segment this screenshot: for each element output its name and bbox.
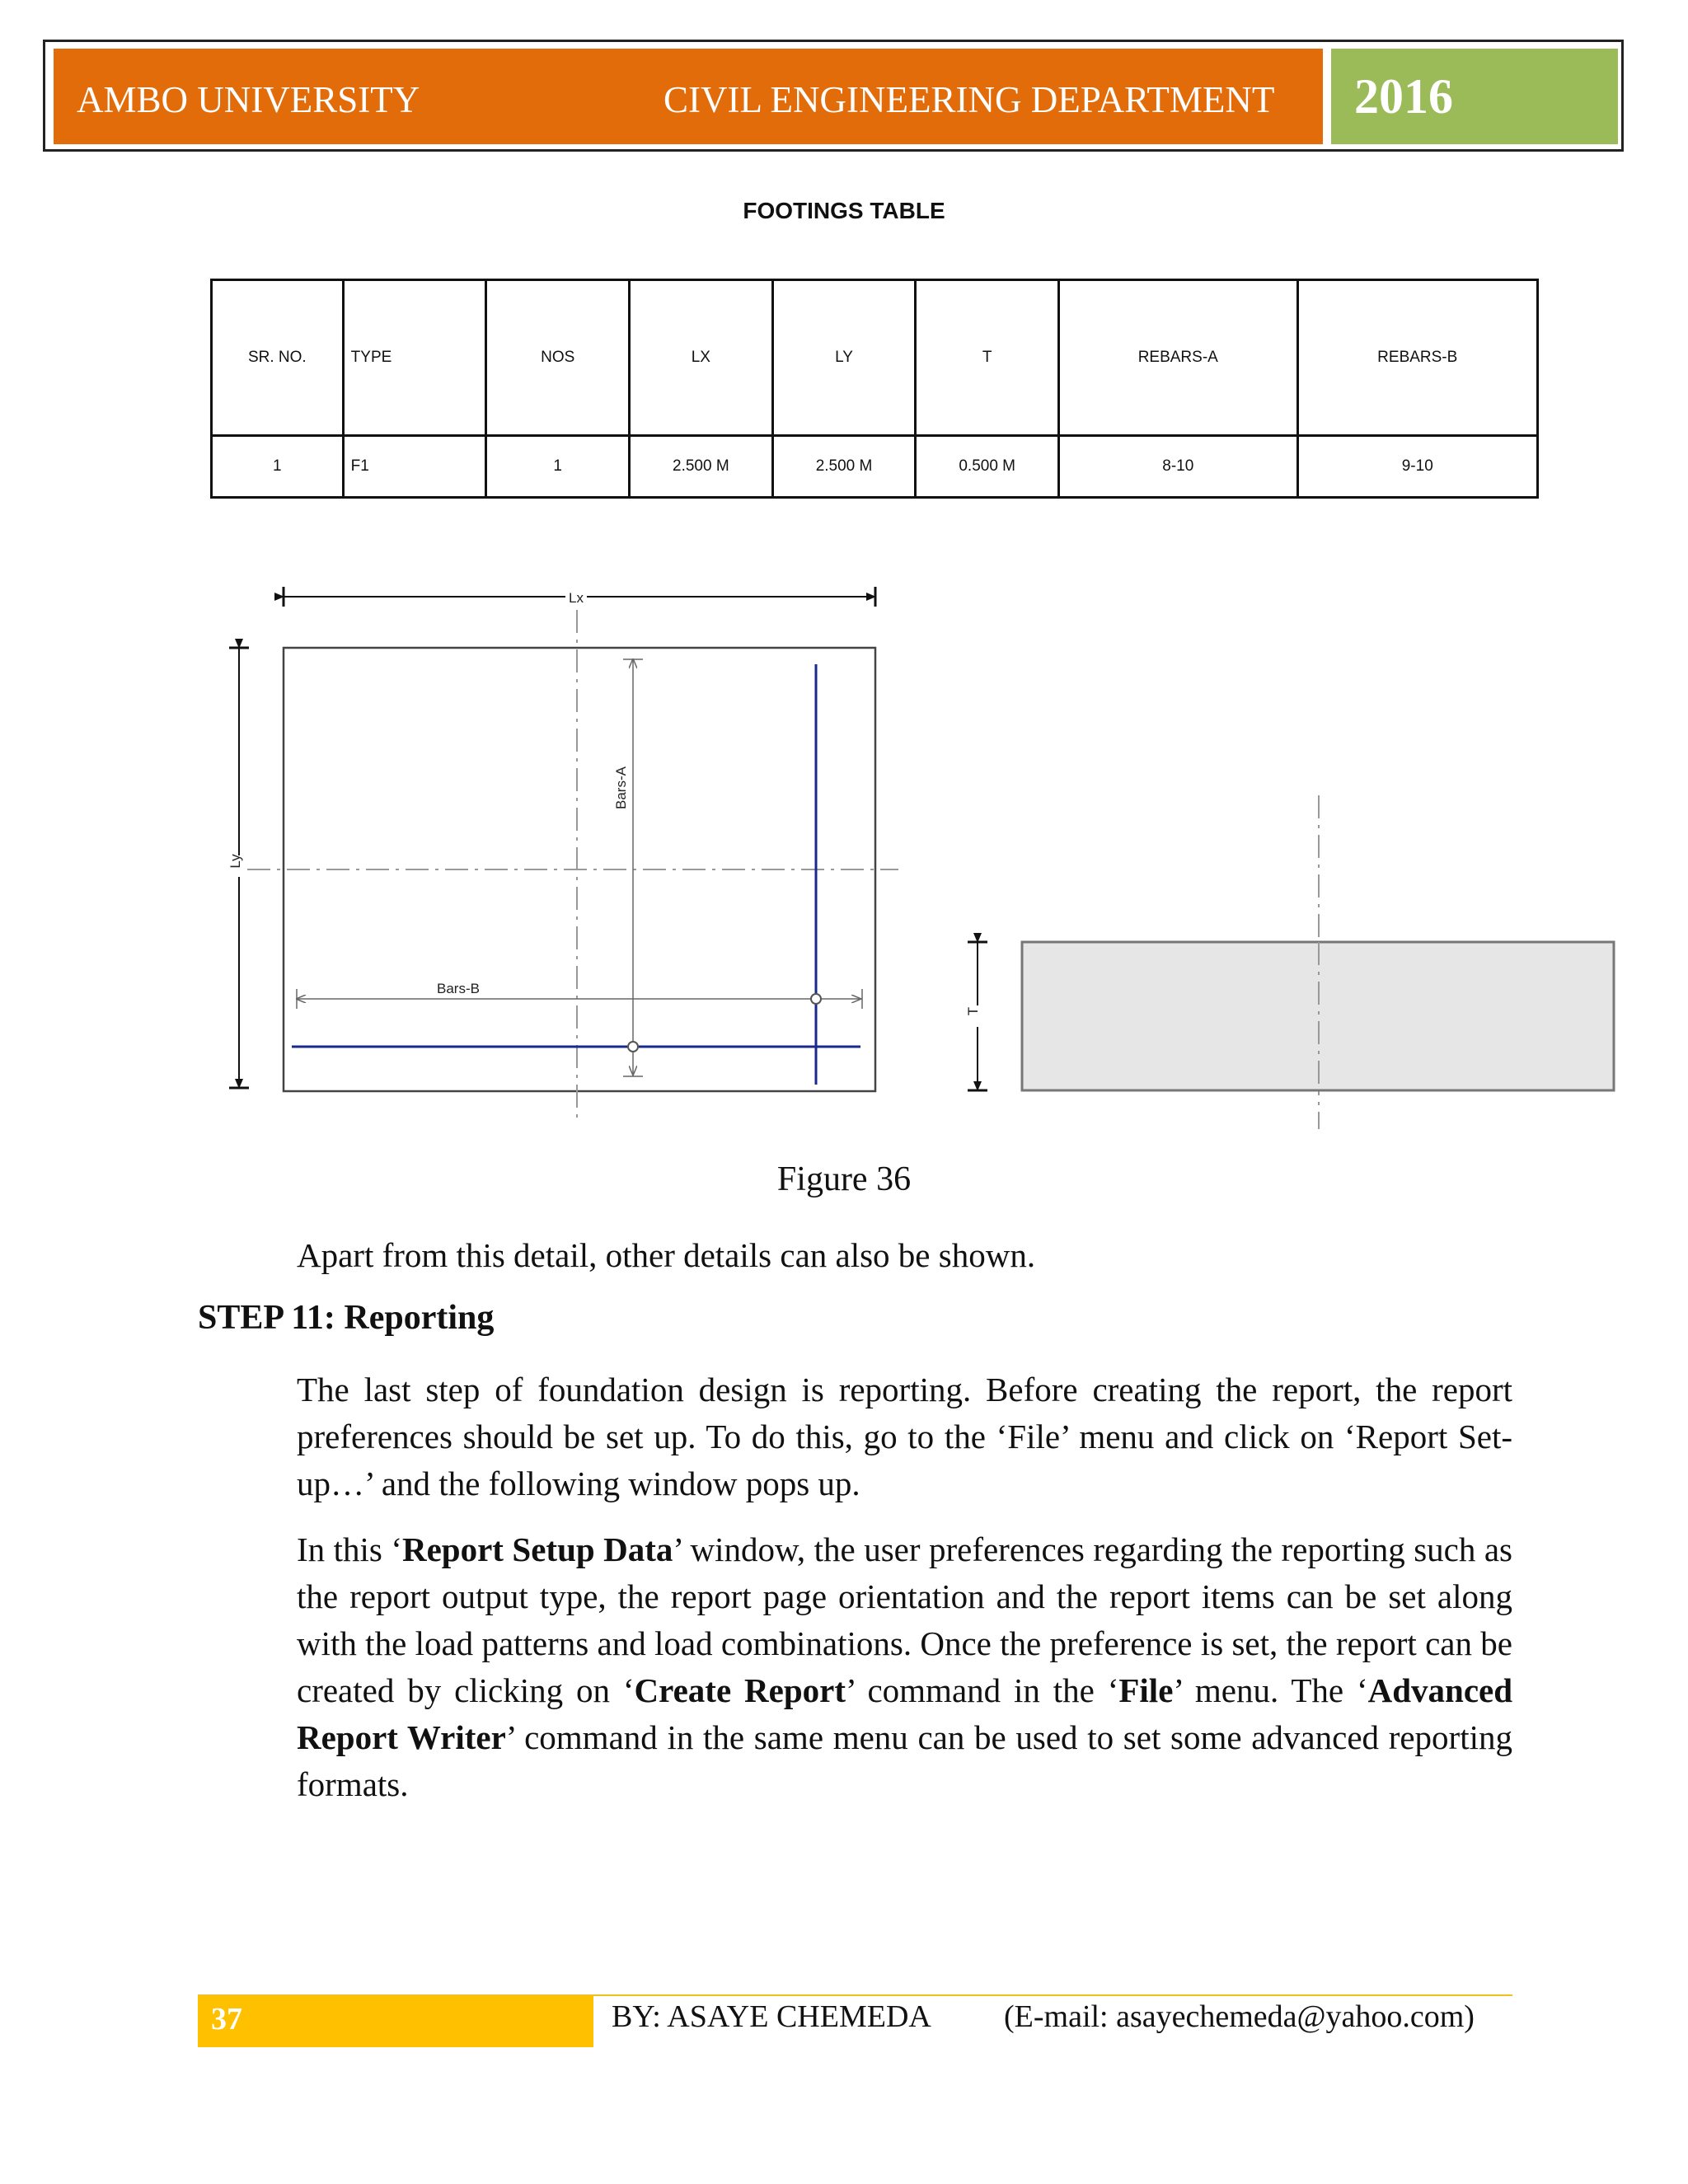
- table-cell: 2.500 M: [630, 436, 773, 498]
- header-year: 2016: [1354, 69, 1453, 124]
- para-text: In this ‘: [297, 1530, 402, 1568]
- step-heading: STEP 11: Reporting: [198, 1299, 495, 1337]
- bars-a-label: Bars-A: [613, 766, 629, 809]
- rebar-b-point: [811, 994, 821, 1004]
- footing-detail-drawing: [0, 577, 1688, 1154]
- advanced-report-writer-term: Advanced Report Writer: [297, 1671, 1513, 1756]
- footer-email: (E-mail: asayechemeda@yahoo.com): [1004, 1999, 1475, 2034]
- para-text: ’ command in the ‘: [845, 1671, 1119, 1709]
- t-dimension: [965, 942, 987, 1090]
- figure-caption: Figure 36: [776, 1160, 912, 1198]
- file-menu-term: File: [1118, 1671, 1174, 1709]
- reporting-paragraph-1: The last step of foundation design is reporting. Before creating the report, the report preferences should be set up. To do this, go to the ‘File’ menu and click on ‘Report Set-up…’ and the following window pops up.: [297, 1371, 1512, 1502]
- table-cell: 2.500 M: [772, 436, 916, 498]
- university-name: AMBO UNIVERSITY: [77, 79, 420, 120]
- ly-label: Ly: [227, 854, 243, 869]
- page-number: 37: [211, 2002, 242, 2036]
- footer-page-band: [198, 1996, 593, 2047]
- column-header: LY: [772, 280, 916, 436]
- para-text: ’ command in the same menu can be used to set some advanced reporting formats.: [297, 1718, 1512, 1803]
- para-text: ’ menu. The ‘: [1173, 1671, 1368, 1709]
- column-header: REBARS-A: [1059, 280, 1297, 436]
- lx-dimension: [284, 587, 875, 607]
- report-setup-data-term: Report Setup Data: [401, 1530, 673, 1568]
- table-cell: 1: [212, 436, 344, 498]
- para-text: ’ window, the user preferences regarding the reporting such as the report output type, the report page orientation and the report items can be set along with the load patterns and load combinations. Once the preference is set, the report can be created by clicking on ‘: [297, 1530, 1512, 1709]
- page-header: [43, 40, 1624, 152]
- lx-label: Lx: [569, 590, 584, 606]
- column-header: REBARS-B: [1297, 280, 1538, 436]
- column-header: NOS: [486, 280, 630, 436]
- table-header-row: [212, 280, 1538, 436]
- create-report-term: Create Report: [634, 1671, 846, 1709]
- table-cell: F1: [343, 436, 486, 498]
- rebar-a-point: [628, 1042, 638, 1052]
- table-cell: 1: [486, 436, 630, 498]
- header-year-band: [1331, 49, 1618, 144]
- department-name: CIVIL ENGINEERING DEPARTMENT: [663, 79, 1275, 120]
- intro-paragraph: Apart from this detail, other details can also be shown.: [297, 1236, 1036, 1274]
- footings-table-title: FOOTINGS TABLE: [743, 198, 945, 223]
- table-cell: 9-10: [1297, 436, 1538, 498]
- table-row: [212, 436, 1538, 498]
- column-header: TYPE: [343, 280, 486, 436]
- footings-table: [210, 279, 1539, 499]
- reporting-paragraph-2: [297, 1526, 1512, 1808]
- column-header: LX: [630, 280, 773, 436]
- column-header: SR. NO.: [212, 280, 344, 436]
- table-cell: 8-10: [1059, 436, 1297, 498]
- table-cell: 0.500 M: [916, 436, 1059, 498]
- footer-author: BY: ASAYE CHEMEDA: [612, 1999, 931, 2034]
- t-label: T: [965, 1006, 981, 1016]
- bars-b-label: Bars-B: [437, 981, 480, 996]
- column-header: T: [916, 280, 1059, 436]
- ly-dimension: [227, 648, 249, 1088]
- header-title-band: [54, 49, 1323, 144]
